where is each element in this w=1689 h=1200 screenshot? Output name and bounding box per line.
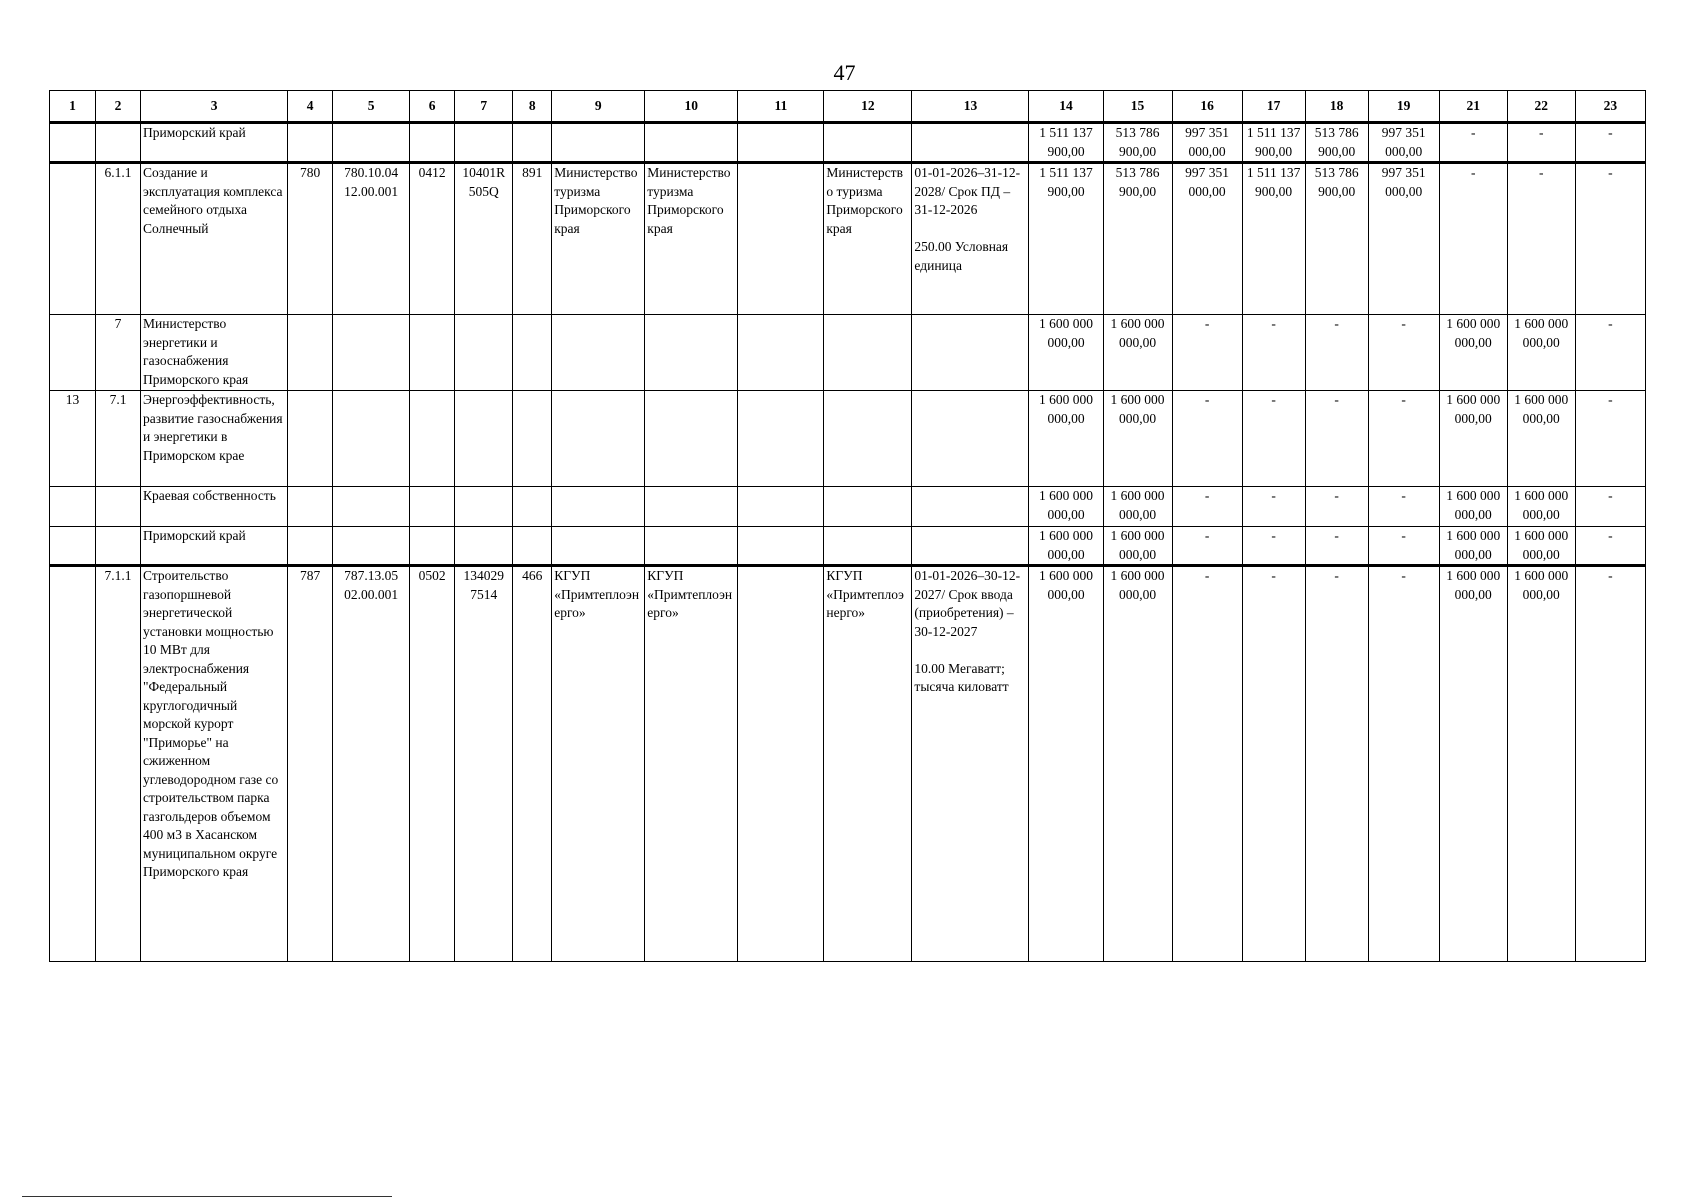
cell-col22: - — [1507, 123, 1575, 163]
cell-col17: 1 511 137 900,00 — [1242, 163, 1305, 315]
cell-col19: 997 351 000,00 — [1368, 123, 1439, 163]
cell-col8 — [513, 315, 552, 391]
cell-col17: - — [1242, 315, 1305, 391]
col-header-22: 22 — [1507, 91, 1575, 123]
cell-col12: КГУП «Примтеплоэнерго» — [824, 566, 912, 962]
cell-col6: 0412 — [410, 163, 455, 315]
cell-col10 — [645, 315, 738, 391]
cell-col4 — [288, 315, 333, 391]
cell-col18: 513 786 900,00 — [1305, 163, 1368, 315]
cell-col11 — [738, 163, 824, 315]
cell-col18: - — [1305, 487, 1368, 527]
cell-col16: 997 351 000,00 — [1172, 163, 1242, 315]
col-header-12: 12 — [824, 91, 912, 123]
page-number: 47 — [833, 60, 856, 85]
col-header-2: 2 — [96, 91, 141, 123]
cell-col5 — [333, 527, 410, 566]
cell-col4 — [288, 487, 333, 527]
cell-col12 — [824, 123, 912, 163]
cell-col4: 780 — [288, 163, 333, 315]
cell-col3: Приморский край — [141, 527, 288, 566]
cell-col22: - — [1507, 163, 1575, 315]
col-header-7: 7 — [455, 91, 513, 123]
cell-col6 — [410, 123, 455, 163]
cell-col16: - — [1172, 487, 1242, 527]
col-header-17: 17 — [1242, 91, 1305, 123]
cell-col1 — [50, 315, 96, 391]
col-header-3: 3 — [141, 91, 288, 123]
footnote-divider — [22, 1196, 392, 1197]
col-header-13: 13 — [912, 91, 1029, 123]
cell-col10: Министерство туризма Приморского края — [645, 163, 738, 315]
cell-col6 — [410, 391, 455, 487]
col-header-5: 5 — [333, 91, 410, 123]
table-row — [50, 163, 1646, 315]
cell-col23: - — [1575, 123, 1645, 163]
cell-col23: - — [1575, 527, 1645, 566]
table-row — [50, 391, 1646, 487]
cell-col14: 1 600 000 000,00 — [1029, 527, 1103, 566]
cell-col5 — [333, 315, 410, 391]
cell-col15: 1 600 000 000,00 — [1103, 566, 1172, 962]
cell-col2 — [96, 123, 141, 163]
cell-col19: - — [1368, 566, 1439, 962]
cell-col23: - — [1575, 315, 1645, 391]
cell-col11 — [738, 527, 824, 566]
cell-col9 — [552, 123, 645, 163]
cell-col14: 1 600 000 000,00 — [1029, 487, 1103, 527]
col-header-11: 11 — [738, 91, 824, 123]
cell-col22: 1 600 000 000,00 — [1507, 487, 1575, 527]
cell-col14: 1 600 000 000,00 — [1029, 566, 1103, 962]
cell-col6 — [410, 315, 455, 391]
cell-col9 — [552, 487, 645, 527]
cell-col9 — [552, 527, 645, 566]
cell-col19: 997 351 000,00 — [1368, 163, 1439, 315]
cell-col5: 787.13.05 02.00.001 — [333, 566, 410, 962]
cell-col8 — [513, 391, 552, 487]
table-row — [50, 315, 1646, 391]
cell-col22: 1 600 000 000,00 — [1507, 391, 1575, 487]
cell-col6 — [410, 527, 455, 566]
cell-col12 — [824, 315, 912, 391]
cell-col3: Приморский край — [141, 123, 288, 163]
cell-col4 — [288, 391, 333, 487]
col-header-8: 8 — [513, 91, 552, 123]
col-header-14: 14 — [1029, 91, 1103, 123]
cell-col4 — [288, 123, 333, 163]
cell-col14: 1 511 137 900,00 — [1029, 123, 1103, 163]
cell-col5: 780.10.04 12.00.001 — [333, 163, 410, 315]
cell-col18: 513 786 900,00 — [1305, 123, 1368, 163]
cell-col7 — [455, 527, 513, 566]
col-header-19: 19 — [1368, 91, 1439, 123]
cell-col16: - — [1172, 566, 1242, 962]
cell-col21: 1 600 000 000,00 — [1439, 315, 1507, 391]
cell-col19: - — [1368, 315, 1439, 391]
cell-col7 — [455, 487, 513, 527]
cell-col12: Министерство туризма Приморского края — [824, 163, 912, 315]
cell-col16: - — [1172, 391, 1242, 487]
cell-col9 — [552, 391, 645, 487]
cell-col10 — [645, 391, 738, 487]
cell-col15: 513 786 900,00 — [1103, 123, 1172, 163]
cell-col18: - — [1305, 391, 1368, 487]
table-row — [50, 527, 1646, 566]
cell-col2: 7.1.1 — [96, 566, 141, 962]
table-row — [50, 123, 1646, 163]
cell-col10 — [645, 487, 738, 527]
cell-col9: Министерство туризма Приморского края — [552, 163, 645, 315]
cell-col11 — [738, 391, 824, 487]
cell-col15: 1 600 000 000,00 — [1103, 527, 1172, 566]
cell-col3: Создание и эксплуатация комплекса семейного отдыха Солнечный — [141, 163, 288, 315]
cell-col2 — [96, 487, 141, 527]
cell-col19: - — [1368, 487, 1439, 527]
cell-col7 — [455, 391, 513, 487]
cell-col13 — [912, 391, 1029, 487]
cell-col19: - — [1368, 527, 1439, 566]
col-header-21: 21 — [1439, 91, 1507, 123]
cell-col23: - — [1575, 163, 1645, 315]
table-row — [50, 566, 1646, 962]
cell-col4 — [288, 527, 333, 566]
col-header-18: 18 — [1305, 91, 1368, 123]
column-number-header — [50, 91, 1646, 123]
table-row — [50, 487, 1646, 527]
cell-col23: - — [1575, 391, 1645, 487]
col-header-16: 16 — [1172, 91, 1242, 123]
cell-col11 — [738, 315, 824, 391]
cell-col1 — [50, 487, 96, 527]
cell-col15: 1 600 000 000,00 — [1103, 391, 1172, 487]
cell-col10 — [645, 527, 738, 566]
cell-col21: 1 600 000 000,00 — [1439, 527, 1507, 566]
cell-col8: 466 — [513, 566, 552, 962]
cell-col1 — [50, 566, 96, 962]
cell-col2 — [96, 527, 141, 566]
cell-col15: 513 786 900,00 — [1103, 163, 1172, 315]
cell-col6 — [410, 487, 455, 527]
cell-col13 — [912, 123, 1029, 163]
col-header-6: 6 — [410, 91, 455, 123]
col-header-23: 23 — [1575, 91, 1645, 123]
cell-col4: 787 — [288, 566, 333, 962]
cell-col12 — [824, 527, 912, 566]
col-header-4: 4 — [288, 91, 333, 123]
cell-col21: 1 600 000 000,00 — [1439, 391, 1507, 487]
col-header-15: 15 — [1103, 91, 1172, 123]
cell-col8 — [513, 487, 552, 527]
cell-col18: - — [1305, 527, 1368, 566]
cell-col15: 1 600 000 000,00 — [1103, 487, 1172, 527]
cell-col2: 7.1 — [96, 391, 141, 487]
cell-col8 — [513, 527, 552, 566]
cell-col10: КГУП «Примтеплоэнерго» — [645, 566, 738, 962]
cell-col10 — [645, 123, 738, 163]
cell-col1 — [50, 123, 96, 163]
cell-col7 — [455, 123, 513, 163]
cell-col14: 1 511 137 900,00 — [1029, 163, 1103, 315]
cell-col11 — [738, 123, 824, 163]
cell-col21: 1 600 000 000,00 — [1439, 487, 1507, 527]
cell-col16: - — [1172, 315, 1242, 391]
cell-col22: 1 600 000 000,00 — [1507, 566, 1575, 962]
cell-col13: 01-01-2026–30-12-2027/ Срок ввода (приобретения) – 30-12-2027 10.00 Мегаватт; тысяча киловатт — [912, 566, 1029, 962]
cell-col14: 1 600 000 000,00 — [1029, 391, 1103, 487]
cell-col13 — [912, 487, 1029, 527]
cell-col21: - — [1439, 163, 1507, 315]
cell-col3: Краевая собственность — [141, 487, 288, 527]
cell-col22: 1 600 000 000,00 — [1507, 315, 1575, 391]
cell-col3: Строительство газопоршневой энергетической установки мощностью 10 МВт для электроснабжения "Федеральный круглогодичный морской курорт "Приморье" на сжиженном углеводородном газе со строительством парка газгольдеров объемом 400 м3 в Хасанском муниципальном округе Приморского края — [141, 566, 288, 962]
cell-col5 — [333, 487, 410, 527]
col-header-9: 9 — [552, 91, 645, 123]
cell-col22: 1 600 000 000,00 — [1507, 527, 1575, 566]
cell-col2: 7 — [96, 315, 141, 391]
cell-col21: 1 600 000 000,00 — [1439, 566, 1507, 962]
cell-col7: 134029 7514 — [455, 566, 513, 962]
cell-col2: 6.1.1 — [96, 163, 141, 315]
cell-col16: - — [1172, 527, 1242, 566]
cell-col12 — [824, 391, 912, 487]
cell-col23: - — [1575, 487, 1645, 527]
cell-col17: - — [1242, 391, 1305, 487]
budget-table — [49, 90, 1646, 962]
cell-col23: - — [1575, 566, 1645, 962]
cell-col3: Министерство энергетики и газоснабжения Приморского края — [141, 315, 288, 391]
cell-col8: 891 — [513, 163, 552, 315]
cell-col5 — [333, 123, 410, 163]
cell-col18: - — [1305, 566, 1368, 962]
col-header-10: 10 — [645, 91, 738, 123]
cell-col13 — [912, 527, 1029, 566]
cell-col15: 1 600 000 000,00 — [1103, 315, 1172, 391]
cell-col7: 10401R 505Q — [455, 163, 513, 315]
cell-col3: Энергоэффективность, развитие газоснабжения и энергетики в Приморском крае — [141, 391, 288, 487]
cell-col13: 01-01-2026–31-12-2028/ Срок ПД – 31-12-2026 250.00 Условная единица — [912, 163, 1029, 315]
cell-col7 — [455, 315, 513, 391]
cell-col9: КГУП «Примтеплоэнерго» — [552, 566, 645, 962]
cell-col11 — [738, 566, 824, 962]
cell-col1: 13 — [50, 391, 96, 487]
cell-col12 — [824, 487, 912, 527]
cell-col21: - — [1439, 123, 1507, 163]
cell-col18: - — [1305, 315, 1368, 391]
cell-col17: - — [1242, 487, 1305, 527]
cell-col19: - — [1368, 391, 1439, 487]
cell-col11 — [738, 487, 824, 527]
cell-col16: 997 351 000,00 — [1172, 123, 1242, 163]
col-header-1: 1 — [50, 91, 96, 123]
cell-col17: 1 511 137 900,00 — [1242, 123, 1305, 163]
cell-col17: - — [1242, 566, 1305, 962]
cell-col14: 1 600 000 000,00 — [1029, 315, 1103, 391]
cell-col17: - — [1242, 527, 1305, 566]
cell-col8 — [513, 123, 552, 163]
cell-col1 — [50, 527, 96, 566]
cell-col5 — [333, 391, 410, 487]
cell-col13 — [912, 315, 1029, 391]
cell-col6: 0502 — [410, 566, 455, 962]
cell-col9 — [552, 315, 645, 391]
cell-col1 — [50, 163, 96, 315]
